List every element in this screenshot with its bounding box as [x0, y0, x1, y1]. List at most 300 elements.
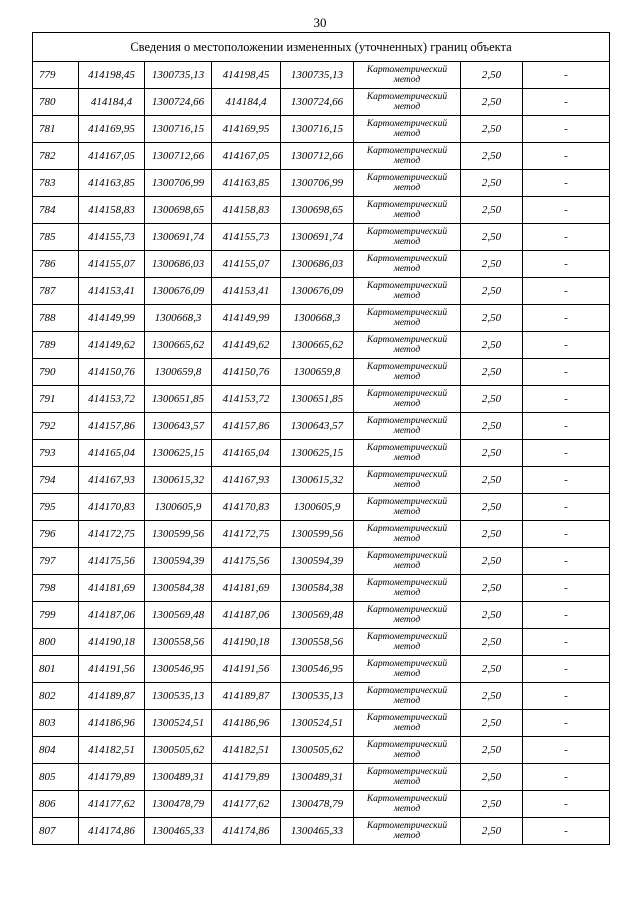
- precision-cell: 2,50: [461, 818, 523, 845]
- new-y-cell: 1300558,56: [281, 629, 354, 656]
- precision-cell: 2,50: [461, 764, 523, 791]
- method-line-2: метод: [393, 426, 421, 436]
- table-body: [33, 33, 610, 845]
- note-cell: -: [523, 386, 610, 413]
- precision-cell: 2,50: [461, 62, 523, 89]
- note-cell: -: [523, 89, 610, 116]
- table-row: [33, 548, 610, 575]
- method-cell: [354, 332, 461, 359]
- method-line-2: метод: [393, 291, 421, 301]
- method-line-2: метод: [393, 237, 421, 247]
- method-line-2: метод: [393, 453, 421, 463]
- existing-y-cell: 1300665,62: [145, 332, 212, 359]
- existing-x-cell: 414175,56: [79, 548, 145, 575]
- method-line-1: Картометрический: [366, 200, 448, 210]
- point-number-cell: 807: [33, 818, 79, 845]
- method-line-1: Картометрический: [366, 686, 448, 696]
- new-y-cell: 1300706,99: [281, 170, 354, 197]
- table-row: [33, 521, 610, 548]
- new-y-cell: 1300686,03: [281, 251, 354, 278]
- new-y-cell: 1300716,15: [281, 116, 354, 143]
- precision-cell: 2,50: [461, 170, 523, 197]
- table-title-row: [33, 33, 610, 62]
- note-cell: -: [523, 494, 610, 521]
- new-y-cell: 1300615,32: [281, 467, 354, 494]
- point-number-cell: 794: [33, 467, 79, 494]
- new-y-cell: 1300505,62: [281, 737, 354, 764]
- existing-y-cell: 1300676,09: [145, 278, 212, 305]
- method-line-1: Картометрический: [366, 713, 448, 723]
- precision-cell: 2,50: [461, 710, 523, 737]
- table-row: [33, 575, 610, 602]
- point-number-cell: 780: [33, 89, 79, 116]
- method-line-2: метод: [393, 264, 421, 274]
- existing-x-cell: 414170,83: [79, 494, 145, 521]
- precision-cell: 2,50: [461, 575, 523, 602]
- existing-y-cell: 1300505,62: [145, 737, 212, 764]
- method-cell: [354, 89, 461, 116]
- table-row: [33, 386, 610, 413]
- existing-y-cell: 1300546,95: [145, 656, 212, 683]
- new-y-cell: 1300524,51: [281, 710, 354, 737]
- table-row: [33, 332, 610, 359]
- new-x-cell: 414163,85: [212, 170, 281, 197]
- new-x-cell: 414189,87: [212, 683, 281, 710]
- method-cell: [354, 818, 461, 845]
- new-x-cell: 414155,73: [212, 224, 281, 251]
- table-row: [33, 494, 610, 521]
- table-row: [33, 737, 610, 764]
- method-cell: [354, 224, 461, 251]
- point-number-cell: 805: [33, 764, 79, 791]
- method-line-2: метод: [393, 507, 421, 517]
- point-number-cell: 793: [33, 440, 79, 467]
- existing-y-cell: 1300558,56: [145, 629, 212, 656]
- note-cell: -: [523, 170, 610, 197]
- existing-x-cell: 414158,83: [79, 197, 145, 224]
- method-line-2: метод: [393, 831, 421, 841]
- precision-cell: 2,50: [461, 467, 523, 494]
- method-line-2: метод: [393, 777, 421, 787]
- point-number-cell: 803: [33, 710, 79, 737]
- existing-y-cell: 1300625,15: [145, 440, 212, 467]
- existing-y-cell: 1300712,66: [145, 143, 212, 170]
- table-row: [33, 791, 610, 818]
- method-cell: [354, 413, 461, 440]
- point-number-cell: 781: [33, 116, 79, 143]
- new-y-cell: 1300605,9: [281, 494, 354, 521]
- existing-y-cell: 1300643,57: [145, 413, 212, 440]
- existing-y-cell: 1300605,9: [145, 494, 212, 521]
- point-number-cell: 795: [33, 494, 79, 521]
- method-line-1: Картометрический: [366, 335, 448, 345]
- point-number-cell: 779: [33, 62, 79, 89]
- method-line-1: Картометрический: [366, 497, 448, 507]
- existing-x-cell: 414149,99: [79, 305, 145, 332]
- new-x-cell: 414190,18: [212, 629, 281, 656]
- method-line-1: Картометрический: [366, 308, 448, 318]
- point-number-cell: 806: [33, 791, 79, 818]
- precision-cell: 2,50: [461, 602, 523, 629]
- table-row: [33, 710, 610, 737]
- method-line-1: Картометрический: [366, 119, 448, 129]
- method-line-2: метод: [393, 669, 421, 679]
- new-x-cell: 414165,04: [212, 440, 281, 467]
- table-row: [33, 170, 610, 197]
- method-cell: [354, 602, 461, 629]
- note-cell: -: [523, 143, 610, 170]
- precision-cell: 2,50: [461, 305, 523, 332]
- new-x-cell: 414184,4: [212, 89, 281, 116]
- method-line-1: Картометрический: [366, 740, 448, 750]
- precision-cell: 2,50: [461, 521, 523, 548]
- precision-cell: 2,50: [461, 359, 523, 386]
- method-line-2: метод: [393, 804, 421, 814]
- new-y-cell: 1300676,09: [281, 278, 354, 305]
- new-x-cell: 414149,99: [212, 305, 281, 332]
- method-line-2: метод: [393, 588, 421, 598]
- method-line-1: Картометрический: [366, 821, 448, 831]
- note-cell: -: [523, 710, 610, 737]
- method-line-1: Картометрический: [366, 65, 448, 75]
- note-cell: -: [523, 521, 610, 548]
- method-line-1: Картометрический: [366, 362, 448, 372]
- method-line-1: Картометрический: [366, 146, 448, 156]
- method-line-2: метод: [393, 399, 421, 409]
- existing-y-cell: 1300594,39: [145, 548, 212, 575]
- method-line-2: метод: [393, 318, 421, 328]
- table-row: [33, 683, 610, 710]
- method-line-2: метод: [393, 210, 421, 220]
- new-y-cell: 1300712,66: [281, 143, 354, 170]
- method-line-2: метод: [393, 480, 421, 490]
- method-cell: [354, 359, 461, 386]
- method-cell: [354, 251, 461, 278]
- method-line-2: метод: [393, 615, 421, 625]
- new-x-cell: 414155,07: [212, 251, 281, 278]
- note-cell: -: [523, 602, 610, 629]
- method-line-2: метод: [393, 723, 421, 733]
- method-line-2: метод: [393, 534, 421, 544]
- existing-x-cell: 414169,95: [79, 116, 145, 143]
- precision-cell: 2,50: [461, 656, 523, 683]
- method-line-2: метод: [393, 372, 421, 382]
- table-row: [33, 116, 610, 143]
- method-line-1: Картометрический: [366, 470, 448, 480]
- existing-x-cell: 414186,96: [79, 710, 145, 737]
- point-number-cell: 785: [33, 224, 79, 251]
- precision-cell: 2,50: [461, 737, 523, 764]
- method-cell: [354, 521, 461, 548]
- new-x-cell: 414186,96: [212, 710, 281, 737]
- method-line-1: Картометрический: [366, 578, 448, 588]
- existing-y-cell: 1300686,03: [145, 251, 212, 278]
- new-x-cell: 414157,86: [212, 413, 281, 440]
- method-line-2: метод: [393, 561, 421, 571]
- method-line-1: Картометрический: [366, 443, 448, 453]
- point-number-cell: 799: [33, 602, 79, 629]
- method-line-1: Картометрический: [366, 281, 448, 291]
- precision-cell: 2,50: [461, 791, 523, 818]
- existing-x-cell: 414153,41: [79, 278, 145, 305]
- method-cell: [354, 548, 461, 575]
- new-y-cell: 1300651,85: [281, 386, 354, 413]
- table-row: [33, 359, 610, 386]
- method-line-1: Картометрический: [366, 794, 448, 804]
- existing-y-cell: 1300706,99: [145, 170, 212, 197]
- note-cell: -: [523, 413, 610, 440]
- existing-y-cell: 1300569,48: [145, 602, 212, 629]
- point-number-cell: 804: [33, 737, 79, 764]
- note-cell: -: [523, 305, 610, 332]
- note-cell: -: [523, 575, 610, 602]
- new-x-cell: 414169,95: [212, 116, 281, 143]
- method-line-2: метод: [393, 750, 421, 760]
- new-x-cell: 414150,76: [212, 359, 281, 386]
- note-cell: -: [523, 467, 610, 494]
- existing-y-cell: 1300668,3: [145, 305, 212, 332]
- note-cell: -: [523, 683, 610, 710]
- point-number-cell: 788: [33, 305, 79, 332]
- method-line-1: Картометрический: [366, 659, 448, 669]
- existing-y-cell: 1300651,85: [145, 386, 212, 413]
- method-line-2: метод: [393, 102, 421, 112]
- precision-cell: 2,50: [461, 440, 523, 467]
- page-number: 30: [313, 15, 327, 30]
- existing-x-cell: 414150,76: [79, 359, 145, 386]
- table-row: [33, 602, 610, 629]
- note-cell: -: [523, 116, 610, 143]
- table-row: [33, 305, 610, 332]
- existing-y-cell: 1300584,38: [145, 575, 212, 602]
- boundary-coordinates-table: [32, 32, 610, 845]
- new-y-cell: 1300698,65: [281, 197, 354, 224]
- table-row: [33, 62, 610, 89]
- point-number-cell: 783: [33, 170, 79, 197]
- existing-x-cell: 414149,62: [79, 332, 145, 359]
- method-cell: [354, 683, 461, 710]
- note-cell: -: [523, 629, 610, 656]
- point-number-cell: 800: [33, 629, 79, 656]
- existing-y-cell: 1300489,31: [145, 764, 212, 791]
- existing-x-cell: 414189,87: [79, 683, 145, 710]
- table-row: [33, 818, 610, 845]
- table-row: [33, 251, 610, 278]
- method-line-1: Картометрический: [366, 632, 448, 642]
- method-cell: [354, 386, 461, 413]
- existing-y-cell: 1300524,51: [145, 710, 212, 737]
- method-line-2: метод: [393, 183, 421, 193]
- point-number-cell: 796: [33, 521, 79, 548]
- note-cell: -: [523, 62, 610, 89]
- table-row: [33, 629, 610, 656]
- existing-y-cell: 1300691,74: [145, 224, 212, 251]
- note-cell: -: [523, 656, 610, 683]
- precision-cell: 2,50: [461, 278, 523, 305]
- new-y-cell: 1300569,48: [281, 602, 354, 629]
- method-cell: [354, 197, 461, 224]
- precision-cell: 2,50: [461, 413, 523, 440]
- new-y-cell: 1300643,57: [281, 413, 354, 440]
- table-row: [33, 764, 610, 791]
- existing-x-cell: 414184,4: [79, 89, 145, 116]
- note-cell: -: [523, 197, 610, 224]
- method-cell: [354, 791, 461, 818]
- existing-x-cell: 414167,05: [79, 143, 145, 170]
- existing-x-cell: 414191,56: [79, 656, 145, 683]
- method-cell: [354, 62, 461, 89]
- existing-y-cell: 1300465,33: [145, 818, 212, 845]
- new-y-cell: 1300594,39: [281, 548, 354, 575]
- existing-y-cell: 1300724,66: [145, 89, 212, 116]
- new-x-cell: 414174,86: [212, 818, 281, 845]
- new-y-cell: 1300735,13: [281, 62, 354, 89]
- new-y-cell: 1300625,15: [281, 440, 354, 467]
- new-x-cell: 414167,05: [212, 143, 281, 170]
- point-number-cell: 792: [33, 413, 79, 440]
- method-line-2: метод: [393, 642, 421, 652]
- new-x-cell: 414175,56: [212, 548, 281, 575]
- method-line-2: метод: [393, 345, 421, 355]
- method-cell: [354, 305, 461, 332]
- note-cell: -: [523, 332, 610, 359]
- note-cell: -: [523, 224, 610, 251]
- new-x-cell: 414158,83: [212, 197, 281, 224]
- new-y-cell: 1300535,13: [281, 683, 354, 710]
- new-y-cell: 1300465,33: [281, 818, 354, 845]
- method-cell: [354, 656, 461, 683]
- existing-x-cell: 414167,93: [79, 467, 145, 494]
- method-cell: [354, 737, 461, 764]
- precision-cell: 2,50: [461, 224, 523, 251]
- method-cell: [354, 494, 461, 521]
- existing-y-cell: 1300599,56: [145, 521, 212, 548]
- method-line-1: Картометрический: [366, 605, 448, 615]
- new-x-cell: 414153,41: [212, 278, 281, 305]
- existing-x-cell: 414153,72: [79, 386, 145, 413]
- new-y-cell: 1300659,8: [281, 359, 354, 386]
- existing-y-cell: 1300735,13: [145, 62, 212, 89]
- table-row: [33, 440, 610, 467]
- precision-cell: 2,50: [461, 143, 523, 170]
- table-row: [33, 197, 610, 224]
- precision-cell: 2,50: [461, 386, 523, 413]
- precision-cell: 2,50: [461, 683, 523, 710]
- note-cell: -: [523, 791, 610, 818]
- point-number-cell: 801: [33, 656, 79, 683]
- new-y-cell: 1300668,3: [281, 305, 354, 332]
- method-cell: [354, 116, 461, 143]
- method-line-1: Картометрический: [366, 767, 448, 777]
- precision-cell: 2,50: [461, 89, 523, 116]
- existing-x-cell: 414163,85: [79, 170, 145, 197]
- note-cell: -: [523, 359, 610, 386]
- new-x-cell: 414149,62: [212, 332, 281, 359]
- precision-cell: 2,50: [461, 629, 523, 656]
- point-number-cell: 782: [33, 143, 79, 170]
- precision-cell: 2,50: [461, 494, 523, 521]
- precision-cell: 2,50: [461, 332, 523, 359]
- method-line-1: Картометрический: [366, 227, 448, 237]
- new-y-cell: 1300489,31: [281, 764, 354, 791]
- table-row: [33, 89, 610, 116]
- method-line-1: Картометрический: [366, 254, 448, 264]
- method-cell: [354, 629, 461, 656]
- method-line-1: Картометрический: [366, 92, 448, 102]
- new-y-cell: 1300546,95: [281, 656, 354, 683]
- new-y-cell: 1300665,62: [281, 332, 354, 359]
- existing-x-cell: 414155,07: [79, 251, 145, 278]
- existing-y-cell: 1300716,15: [145, 116, 212, 143]
- method-cell: [354, 170, 461, 197]
- note-cell: -: [523, 548, 610, 575]
- existing-x-cell: 414157,86: [79, 413, 145, 440]
- existing-x-cell: 414181,69: [79, 575, 145, 602]
- method-cell: [354, 575, 461, 602]
- new-y-cell: 1300691,74: [281, 224, 354, 251]
- existing-x-cell: 414182,51: [79, 737, 145, 764]
- method-line-1: Картометрический: [366, 389, 448, 399]
- new-x-cell: 414181,69: [212, 575, 281, 602]
- new-y-cell: 1300599,56: [281, 521, 354, 548]
- table-row: [33, 467, 610, 494]
- method-line-1: Картометрический: [366, 551, 448, 561]
- existing-y-cell: 1300615,32: [145, 467, 212, 494]
- existing-y-cell: 1300535,13: [145, 683, 212, 710]
- point-number-cell: 798: [33, 575, 79, 602]
- note-cell: -: [523, 278, 610, 305]
- method-cell: [354, 467, 461, 494]
- existing-x-cell: 414155,73: [79, 224, 145, 251]
- existing-y-cell: 1300698,65: [145, 197, 212, 224]
- new-x-cell: 414172,75: [212, 521, 281, 548]
- method-cell: [354, 440, 461, 467]
- point-number-cell: 802: [33, 683, 79, 710]
- point-number-cell: 784: [33, 197, 79, 224]
- point-number-cell: 786: [33, 251, 79, 278]
- method-cell: [354, 710, 461, 737]
- method-line-2: метод: [393, 696, 421, 706]
- new-x-cell: 414177,62: [212, 791, 281, 818]
- table-row: [33, 656, 610, 683]
- existing-x-cell: 414179,89: [79, 764, 145, 791]
- existing-x-cell: 414174,86: [79, 818, 145, 845]
- new-x-cell: 414179,89: [212, 764, 281, 791]
- new-x-cell: 414167,93: [212, 467, 281, 494]
- new-x-cell: 414187,06: [212, 602, 281, 629]
- note-cell: -: [523, 440, 610, 467]
- point-number-cell: 787: [33, 278, 79, 305]
- new-x-cell: 414182,51: [212, 737, 281, 764]
- method-line-2: метод: [393, 156, 421, 166]
- new-y-cell: 1300478,79: [281, 791, 354, 818]
- method-cell: [354, 278, 461, 305]
- note-cell: -: [523, 764, 610, 791]
- existing-y-cell: 1300478,79: [145, 791, 212, 818]
- table-row: [33, 413, 610, 440]
- new-x-cell: 414153,72: [212, 386, 281, 413]
- precision-cell: 2,50: [461, 116, 523, 143]
- note-cell: -: [523, 818, 610, 845]
- existing-x-cell: 414177,62: [79, 791, 145, 818]
- point-number-cell: 797: [33, 548, 79, 575]
- existing-x-cell: 414190,18: [79, 629, 145, 656]
- table-row: [33, 143, 610, 170]
- method-line-2: метод: [393, 75, 421, 85]
- point-number-cell: 791: [33, 386, 79, 413]
- existing-x-cell: 414165,04: [79, 440, 145, 467]
- method-line-1: Картометрический: [366, 416, 448, 426]
